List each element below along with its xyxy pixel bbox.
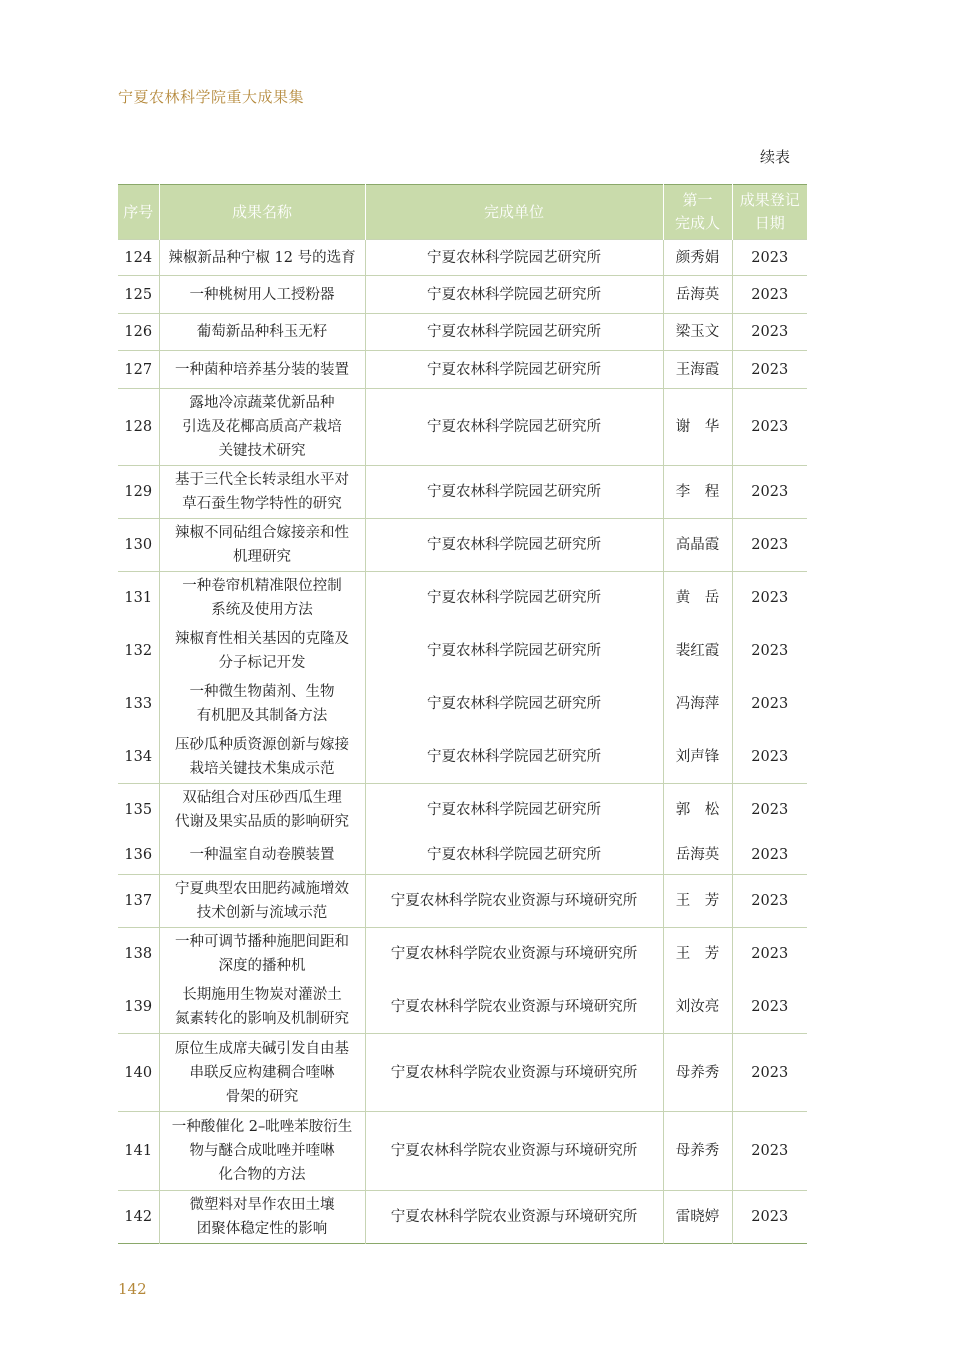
cell-date: 2023 [732, 837, 807, 875]
cell-date: 2023 [732, 784, 807, 837]
cell-date: 2023 [732, 1034, 807, 1112]
cell-date: 2023 [732, 625, 807, 678]
achievements-table [118, 184, 807, 1244]
cell-person: 母养秀 [663, 1112, 732, 1191]
cell-name: 原位生成席夫碱引发自由基 串联反应构建稠合喹啉 骨架的研究 [159, 1034, 365, 1112]
table-row [118, 784, 807, 837]
table-row [118, 678, 807, 731]
cell-number: 127 [124, 361, 153, 378]
cell-number: 126 [124, 324, 153, 340]
cell-person: 王 芳 [663, 928, 732, 981]
cell-unit: 宁夏农林科学院园艺研究所 [365, 276, 663, 314]
cell-date: 2023 [732, 678, 807, 731]
cell-person: 雷晓婷 [663, 1191, 732, 1244]
cell-person: 裴红霞 [663, 625, 732, 678]
cell-person: 刘声锋 [663, 731, 732, 784]
cell-date: 2023 [732, 1112, 807, 1191]
cell-date: 2023 [732, 981, 807, 1034]
table-body [118, 240, 807, 1244]
cell-unit: 宁夏农林科学院园艺研究所 [365, 466, 663, 519]
cell-unit: 宁夏农林科学院园艺研究所 [365, 572, 663, 625]
cell-person: 岳海英 [663, 837, 732, 875]
cell-person: 谢 华 [663, 389, 732, 466]
cell-name: 微塑料对旱作农田土壤 团聚体稳定性的影响 [159, 1191, 365, 1244]
table-row [118, 466, 807, 519]
cell-name: 辣椒新品种宁椒 12 号的选育 [159, 240, 365, 276]
cell-name: 一种菌种培养基分装的装置 [159, 351, 365, 389]
cell-number: 124 [124, 249, 153, 266]
cell-unit: 宁夏农林科学院园艺研究所 [365, 678, 663, 731]
cell-name: 一种微生物菌剂、生物 有机肥及其制备方法 [159, 678, 365, 731]
column-header-unit: 完成单位 [365, 185, 663, 240]
page-number: 142 [118, 1280, 147, 1298]
cell-date: 2023 [732, 389, 807, 466]
cell-date: 2023 [732, 240, 807, 276]
cell-unit: 宁夏农林科学院农业资源与环境研究所 [365, 1112, 663, 1191]
cell-number: 128 [124, 419, 153, 435]
cell-name: 一种酸催化 2–吡唑苯胺衍生 物与醚合成吡唑并喹啉 化合物的方法 [159, 1112, 365, 1191]
cell-unit: 宁夏农林科学院农业资源与环境研究所 [365, 875, 663, 928]
cell-unit: 宁夏农林科学院园艺研究所 [365, 625, 663, 678]
cell-unit: 宁夏农林科学院园艺研究所 [365, 519, 663, 572]
cell-unit: 宁夏农林科学院园艺研究所 [365, 837, 663, 875]
cell-person: 刘汝亮 [663, 981, 732, 1034]
cell-number: 131 [124, 590, 153, 607]
cell-unit: 宁夏农林科学院园艺研究所 [365, 240, 663, 276]
cell-date: 2023 [732, 572, 807, 625]
cell-number: 135 [124, 802, 153, 819]
table-row [118, 981, 807, 1034]
cell-number: 138 [124, 946, 153, 963]
cell-person: 黄 岳 [663, 572, 732, 625]
table-row [118, 389, 807, 466]
cell-date: 2023 [732, 731, 807, 784]
cell-name: 辣椒育性相关基因的克隆及 分子标记开发 [159, 625, 365, 678]
cell-name: 一种可调节播种施肥间距和 深度的播种机 [159, 928, 365, 981]
table-row [118, 572, 807, 625]
cell-name: 一种温室自动卷膜装置 [159, 837, 365, 875]
cell-number: 142 [124, 1209, 153, 1225]
cell-date: 2023 [732, 351, 807, 389]
cell-person: 母养秀 [663, 1034, 732, 1112]
cell-unit: 宁夏农林科学院园艺研究所 [365, 314, 663, 351]
cell-name: 基于三代全长转录组水平对 草石蚕生物学特性的研究 [159, 466, 365, 519]
cell-name: 双砧组合对压砂西瓜生理 代谢及果实品质的影响研究 [159, 784, 365, 837]
cell-date: 2023 [732, 928, 807, 981]
table-row [118, 731, 807, 784]
table-row [118, 1191, 807, 1244]
cell-number: 139 [124, 998, 153, 1015]
table-row [118, 625, 807, 678]
cell-unit: 宁夏农林科学院园艺研究所 [365, 389, 663, 466]
cell-unit: 宁夏农林科学院农业资源与环境研究所 [365, 1191, 663, 1244]
table-row [118, 519, 807, 572]
cell-name: 露地冷凉蔬菜优新品种 引选及花椰高质高产栽培 关键技术研究 [159, 389, 365, 466]
column-header-person: 第一 完成人 [663, 185, 732, 240]
cell-date: 2023 [732, 314, 807, 351]
column-header-date: 成果登记 日期 [732, 185, 807, 240]
cell-number: 125 [124, 286, 153, 303]
cell-date: 2023 [732, 875, 807, 928]
table-row [118, 875, 807, 928]
cell-person: 李 程 [663, 466, 732, 519]
cell-date: 2023 [732, 276, 807, 314]
cell-name: 辣椒不同砧组合嫁接亲和性 机理研究 [159, 519, 365, 572]
cell-number: 140 [124, 1064, 153, 1081]
cell-name: 压砂瓜种质资源创新与嫁接 栽培关键技术集成示范 [159, 731, 365, 784]
cell-person: 岳海英 [663, 276, 732, 314]
cell-number: 132 [124, 643, 153, 659]
cell-number: 130 [124, 537, 153, 553]
cell-number: 136 [124, 847, 153, 864]
cell-name: 葡萄新品种科玉无籽 [159, 314, 365, 351]
cell-unit: 宁夏农林科学院园艺研究所 [365, 784, 663, 837]
cell-date: 2023 [732, 1191, 807, 1244]
cell-unit: 宁夏农林科学院园艺研究所 [365, 351, 663, 389]
cell-unit: 宁夏农林科学院农业资源与环境研究所 [365, 1034, 663, 1112]
cell-name: 一种卷帘机精准限位控制 系统及使用方法 [159, 572, 365, 625]
cell-person: 王 芳 [663, 875, 732, 928]
cell-number: 133 [124, 696, 153, 712]
column-header-number: 序号 [118, 185, 159, 240]
column-header-name: 成果名称 [159, 185, 365, 240]
table-row [118, 314, 807, 351]
table-row [118, 351, 807, 389]
cell-name: 一种桃树用人工授粉器 [159, 276, 365, 314]
cell-person: 高晶霞 [663, 519, 732, 572]
cell-number: 141 [124, 1143, 153, 1159]
running-header-title: 宁夏农林科学院重大成果集 [118, 88, 305, 106]
continued-label: 续表 [760, 148, 791, 166]
table-row [118, 1112, 807, 1191]
cell-unit: 宁夏农林科学院农业资源与环境研究所 [365, 981, 663, 1034]
cell-unit: 宁夏农林科学院农业资源与环境研究所 [365, 928, 663, 981]
table-row [118, 837, 807, 875]
table-header-row [118, 185, 807, 240]
cell-person: 颜秀娟 [663, 240, 732, 276]
table-row [118, 928, 807, 981]
cell-name: 长期施用生物炭对灌淤土 氮素转化的影响及机制研究 [159, 981, 365, 1034]
cell-person: 梁玉文 [663, 314, 732, 351]
table-row [118, 276, 807, 314]
cell-date: 2023 [732, 519, 807, 572]
table-row [118, 240, 807, 276]
cell-name: 宁夏典型农田肥药减施增效 技术创新与流域示范 [159, 875, 365, 928]
cell-number: 137 [124, 893, 153, 909]
cell-person: 冯海萍 [663, 678, 732, 731]
cell-date: 2023 [732, 466, 807, 519]
cell-number: 129 [124, 484, 153, 500]
cell-number: 134 [124, 748, 153, 765]
table-row [118, 1034, 807, 1112]
cell-person: 王海霞 [663, 351, 732, 389]
cell-unit: 宁夏农林科学院园艺研究所 [365, 731, 663, 784]
cell-person: 郭 松 [663, 784, 732, 837]
